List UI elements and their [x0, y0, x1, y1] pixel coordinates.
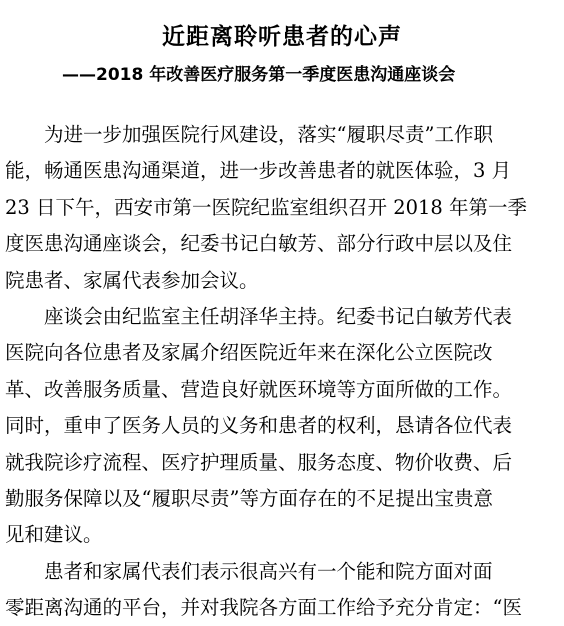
text-line: 同时，重申了医务人员的义务和患者的权利，恳请各位代表 [5, 414, 513, 438]
text-line: 勤服务保障以及“履职尽责”等方面存在的不足提出宝贵意 [5, 486, 493, 510]
text-line: 院患者、家属代表参加会议。 [5, 268, 259, 292]
text-line: 见和建议。 [5, 523, 103, 547]
article-body [5, 117, 559, 626]
paragraph-1 [5, 117, 559, 299]
text-line: 度医患沟通座谈会，纪委书记白敏芳、部分行政中层以及住 [5, 232, 513, 256]
text-line: 革、改善服务质量、营造良好就医环境等方面所做的工作。 [5, 377, 513, 401]
text-line: 就我院诊疗流程、医疗护理质量、服务态度、物价收费、后 [5, 450, 513, 474]
text-line: 23 日下午，西安市第一医院纪监室组织召开 2018 年第一季 [5, 195, 528, 219]
paragraph-3 [5, 554, 559, 626]
article-subtitle: ——2018 年改善医疗服务第一季度医患沟通座谈会 [62, 65, 456, 85]
article-title: 近距离聆听患者的心声 [162, 24, 402, 50]
paragraph-2 [5, 299, 559, 554]
text-line: 医院向各位患者及家属介绍医院近年来在深化公立医院改 [5, 341, 493, 365]
text-line: 能，畅通医患沟通渠道，进一步改善患者的就医体验，3 月 [5, 159, 512, 183]
text-line: 零距离沟通的平台，并对我院各方面工作给予充分肯定：“医 [5, 596, 522, 620]
text-line: 座谈会由纪监室主任胡泽华主持。纪委书记白敏芳代表 [44, 304, 513, 328]
text-line: 为进一步加强医院行风建设，落实“履职尽责”工作职 [44, 123, 493, 146]
text-line: 患者和家属代表们表示很高兴有一个能和院方面对面 [44, 559, 493, 583]
